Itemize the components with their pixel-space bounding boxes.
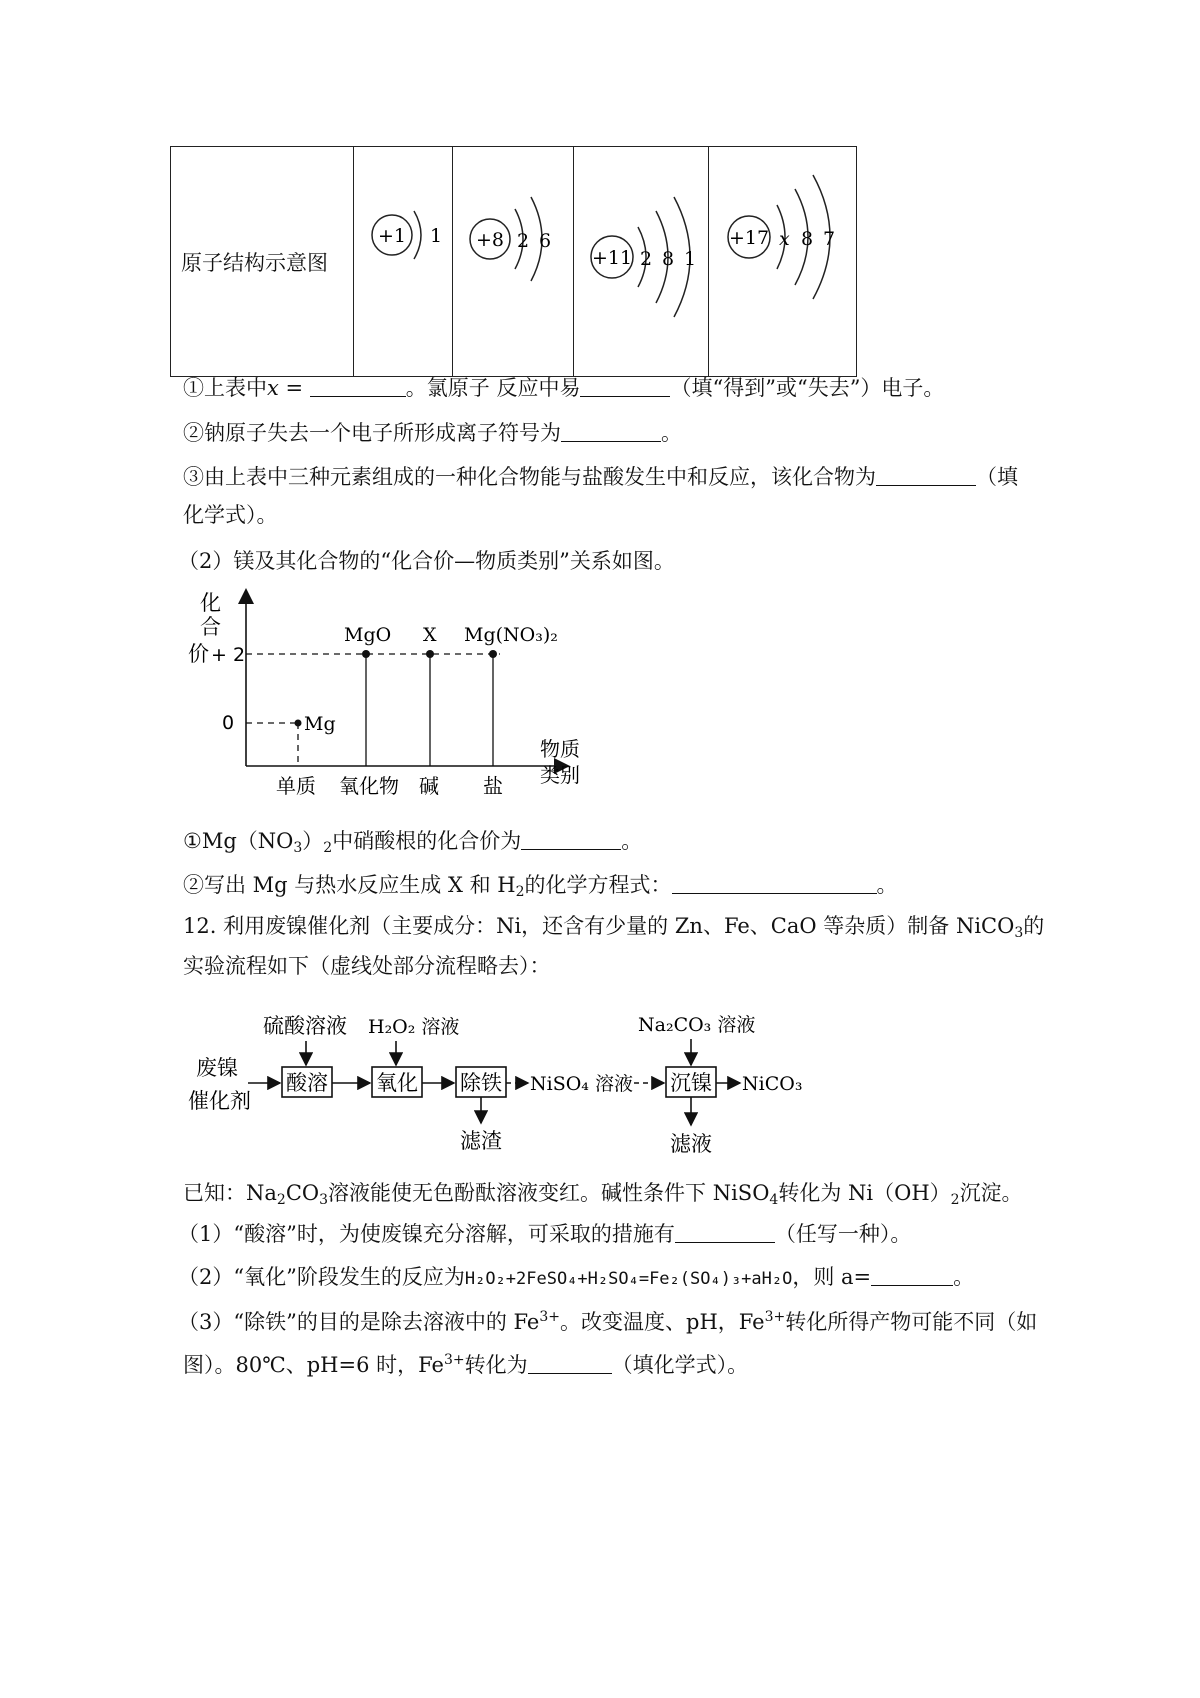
q12-stem-line2: 实验流程如下（虚线处部分流程略去）： <box>183 954 551 978</box>
shell-electrons: 8 <box>801 228 814 250</box>
y-tick-zero: 0 <box>222 712 235 734</box>
answer-blank[interactable] <box>672 871 877 894</box>
flow-step3: 除铁 <box>460 1071 502 1095</box>
flow-step1: 酸溶 <box>286 1071 328 1095</box>
y-axis-label: 价 <box>188 642 209 666</box>
nucleus-charge: +1 <box>377 225 407 247</box>
q12-part3-cont: 图）。80℃、pH=6 时，$Fe^{3+}$转化为 （填化学式）。 <box>183 1352 749 1377</box>
atom-diagram-o <box>453 147 574 377</box>
nucleus-charge: +17 <box>728 227 770 249</box>
shell-electrons: 7 <box>823 228 836 250</box>
process-flow-diagram <box>180 1005 860 1170</box>
q2-sub2: ②写出 Mg 与热水反应生成 X 和 $H_2$的化学方程式： 。 <box>183 873 898 900</box>
flow-intermediate: NiSO₄ 溶液 <box>530 1073 633 1095</box>
answer-blank[interactable] <box>521 827 621 850</box>
x-axis-label-line1: 物质 <box>540 737 580 761</box>
shell-electrons: 2 <box>517 230 530 252</box>
q1-part3-cont: 化学式）。 <box>183 503 278 527</box>
atom-structure-table <box>170 146 857 377</box>
point-label-mg-no3-2: Mg(NO₃)₂ <box>464 624 558 646</box>
q12-known: 已知：$Na_2CO_3$溶液能使无色酚酞溶液变红。碱性条件下 NiSO$_4$转化为 $Ni(OH)_2$沉淀。 <box>183 1181 1023 1208</box>
answer-blank[interactable] <box>871 1263 953 1286</box>
answer-blank[interactable] <box>876 463 976 486</box>
shell-electrons: 1 <box>430 225 443 247</box>
valence-category-graph <box>180 586 600 796</box>
x-category: 单质 <box>276 774 316 796</box>
q2-sub1: $①Mg(NO_3)_2$中硝酸根的化合价为 。 <box>183 829 643 856</box>
answer-blank[interactable] <box>675 1220 775 1243</box>
shell-electrons: x <box>779 228 790 250</box>
atom-diagram-na <box>574 147 709 377</box>
q12-part3: （3）“除铁”的目的是除去溶液中的 $Fe^{3+}$。改变温度、pH，$Fe^{3+}$转化所得产物可能不同（如 <box>178 1309 1038 1334</box>
flow-step4: 沉镍 <box>670 1071 712 1095</box>
flow-input-line1: 废镍 <box>196 1056 238 1080</box>
shell-electrons: 1 <box>684 248 697 270</box>
flow-product: NiCO₃ <box>742 1073 803 1095</box>
point-label-x: X <box>423 624 437 646</box>
q12-part1: （1）“酸溶”时，为使废镍充分溶解，可采取的措施有 （任写一种）。 <box>178 1222 912 1246</box>
flow-step2: 氧化 <box>376 1071 418 1095</box>
nucleus-charge: +11 <box>591 247 633 269</box>
q2-intro: （2）镁及其化合物的“化合价—物质类别”关系如图。 <box>178 549 675 573</box>
q12-stem-line1: 12. 利用废镍催化剂（主要成分：Ni，还含有少量的 Zn、Fe、CaO 等杂质）制备 NiCO$_3$的 <box>183 914 1045 941</box>
y-axis-label: 合 <box>200 615 221 639</box>
atom-diagram-cl <box>709 147 857 377</box>
flow-reagent1: 硫酸溶液 <box>263 1014 347 1038</box>
flow-waste1: 滤渣 <box>460 1129 502 1153</box>
nucleus-charge: +8 <box>475 229 505 251</box>
flow-reagent3: Na₂CO₃ 溶液 <box>638 1014 756 1036</box>
shell-electrons: 8 <box>662 248 675 270</box>
flow-input-line2: 催化剂 <box>188 1089 251 1113</box>
q1-part3: ③由上表中三种元素组成的一种化合物能与盐酸发生中和反应，该化合物为 （填 <box>183 465 1018 489</box>
q1-part1: ①上表中x = 。氯原子 反应中易 （填“得到”或“失去”）电子。 <box>183 376 945 400</box>
shell-electrons: 2 <box>640 248 653 270</box>
x-category: 盐 <box>483 774 503 796</box>
reaction-equation: H₂O₂+2FeSO₄+H₂SO₄=Fe₂(SO₄)₃+aH₂O <box>464 1269 793 1289</box>
flow-reagent2: H₂O₂ 溶液 <box>368 1016 460 1038</box>
shell-electrons: 6 <box>539 230 552 252</box>
x-category: 碱 <box>419 774 439 796</box>
q1-part2: ②钠原子失去一个电子所形成离子符号为 。 <box>183 421 682 445</box>
x-axis-label-line2: 类别 <box>540 763 580 787</box>
flow-waste2: 滤液 <box>670 1132 712 1156</box>
answer-blank[interactable] <box>561 419 661 442</box>
y-axis-label: 化 <box>200 591 221 615</box>
atom-diagram-h <box>354 147 453 377</box>
answer-blank[interactable] <box>580 374 670 397</box>
q12-part2: （2）“氧化”阶段发生的反应为H₂O₂+2FeSO₄+H₂SO₄=Fe₂(SO₄)₃+aH₂O，则 a= 。 <box>178 1265 975 1289</box>
answer-blank[interactable] <box>528 1351 612 1374</box>
y-tick-plus2: + 2 <box>211 644 246 666</box>
x-category: 氧化物 <box>339 774 399 796</box>
answer-blank[interactable] <box>310 374 406 397</box>
point-label-mg: Mg <box>304 713 336 735</box>
table-row-label: 原子结构示意图 <box>171 147 354 377</box>
point-label-mgo: MgO <box>344 624 392 646</box>
